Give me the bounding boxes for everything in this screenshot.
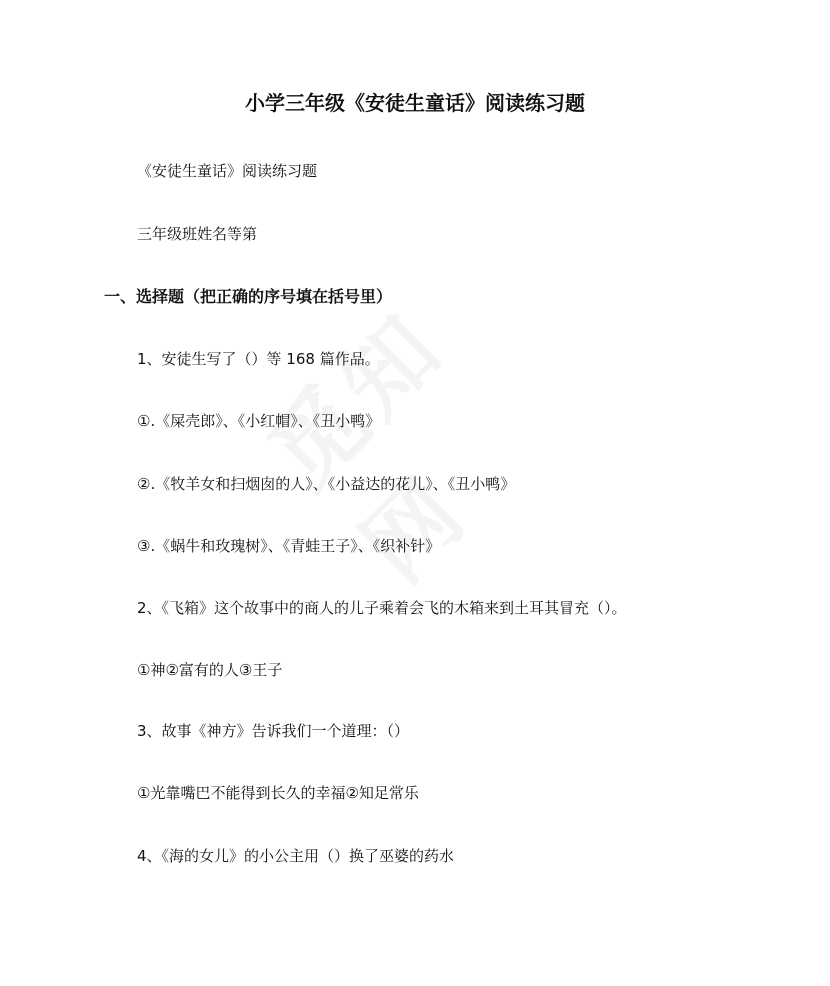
question-4: 4、《海的女儿》的小公主用（）换了巫婆的药水	[137, 847, 455, 865]
question-3: 3、故事《神方》告诉我们一个道理：（）	[137, 722, 410, 740]
question-1-option-2: ②.《牧羊女和扫烟囱的人》、《小益达的花儿》、《丑小鸭》	[137, 475, 516, 493]
question-1-option-1: ①.《屎壳郎》、《小红帽》、《丑小鸭》	[137, 412, 381, 430]
subtitle: 《安徒生童话》阅读练习题	[137, 162, 318, 180]
question-1: 1、安徒生写了（）等 168 篇作品。	[137, 350, 380, 368]
question-3-options: ①光靠嘴巴不能得到长久的幸福②知足常乐	[137, 784, 419, 802]
name-grade-line: 三年级班姓名等第	[137, 225, 258, 243]
section-heading-choice: 一、选择题（把正确的序号填在括号里）	[104, 287, 393, 306]
document-title: 小学三年级《安徒生童话》阅读练习题	[245, 91, 585, 115]
question-2: 2、《飞箱》这个故事中的商人的儿子乘着会飞的木箱来到土耳其冒充（）。	[137, 599, 627, 617]
question-1-option-3: ③.《蜗牛和玫瑰树》、《青蛙王子》、《织补针》	[137, 537, 441, 555]
question-2-options: ①神②富有的人③王子	[137, 661, 283, 679]
